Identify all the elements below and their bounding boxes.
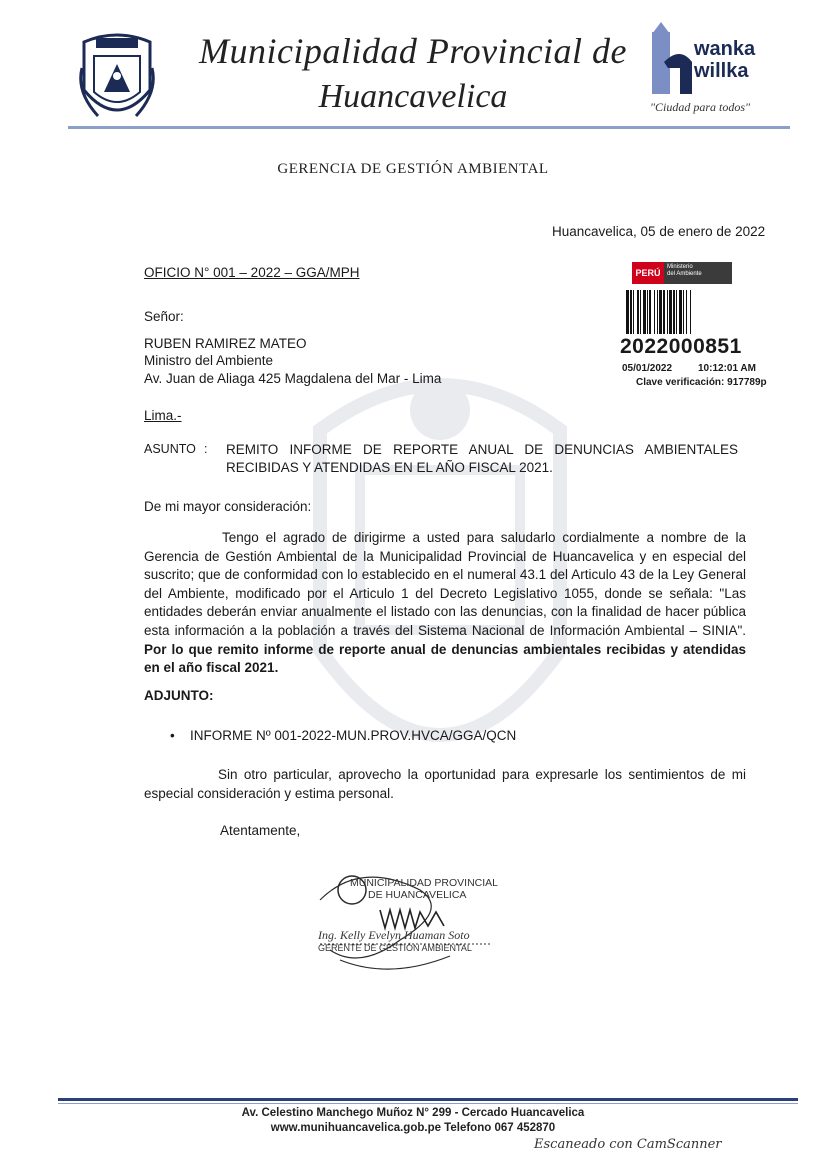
- header-rule: [68, 126, 790, 129]
- footer-address: Av. Celestino Manchego Muñoz N° 299 - Cercado Huancavelica: [241, 1107, 585, 1119]
- salutation: Señor:: [144, 309, 184, 324]
- barcode-bar: [643, 290, 646, 334]
- peru-label: PERÚ: [632, 262, 664, 284]
- seal-line-1: MUNICIPALIDAD PROVINCIAL: [350, 877, 498, 889]
- subject-text: REMITO INFORME DE REPORTE ANUAL DE DENUNCIAS AMBIENTALES RECIBIDAS Y ATENDIDAS EN EL AÑO FISCAL 2021.: [226, 442, 738, 475]
- attachment-item: INFORME Nº 001-2022-MUN.PROV.HVCA/GGA/QCN: [190, 728, 517, 743]
- recipient-address: Av. Juan de Aliaga 425 Magdalena del Mar - Lima: [144, 371, 442, 386]
- footer-rule-thin: [58, 1103, 798, 1104]
- ministry-label: Ministerio del Ambiente: [664, 262, 732, 284]
- barcode-bar: [667, 290, 668, 334]
- barcode-bar: [673, 290, 675, 334]
- letter-reference: OFICIO N° 001 – 2022 – GGA/MPH: [144, 265, 360, 280]
- letter-date: Huancavelica, 05 de enero de 2022: [552, 224, 766, 239]
- barcode-bar: [659, 290, 662, 334]
- barcode-bar: [633, 290, 634, 334]
- closing-paragraph: Sin otro particular, aprovecho la oportunidad para expresarle los sentimientos de mi especial consideración y estima personal.: [144, 767, 746, 801]
- recipient-city: Lima.-: [144, 408, 182, 423]
- barcode-bar: [647, 290, 648, 334]
- footer-rule: [58, 1098, 798, 1101]
- body-text: Tengo el agrado de dirigirme a usted para saludarlo cordialmente a nombre de la Gerencia de Gestión Ambiental de la Municipalidad Provincial de Huancavelica y en especial del suscrito; que de conformidad con lo establecido en el numeral 43.1 del Articulo 43 de la Ley General del Ambiente, modificado por el Articulo 1 del Decreto Legislativo 1055, donde se señala: "Las entidades deberán enviar anualmente el listado con las denuncias, con la finalidad de hacer pública esta información a la población a través del Sistema Nacional de Información Ambiental – SINIA".: [144, 530, 746, 638]
- bullet-icon: •: [170, 728, 175, 743]
- brand-willka: willka: [694, 60, 749, 82]
- barcode-bar: [683, 290, 684, 334]
- barcode-bar: [676, 290, 677, 334]
- office-heading: GERENCIA DE GESTIÓN AMBIENTAL: [277, 161, 549, 177]
- subject-colon: :: [204, 442, 208, 456]
- barcode-bar: [640, 290, 641, 334]
- barcode-bar: [663, 290, 665, 334]
- barcode-bar: [690, 290, 691, 334]
- barcode-bar: [654, 290, 655, 334]
- barcode-bar: [637, 290, 639, 334]
- recipient-title: Ministro del Ambiente: [144, 353, 274, 368]
- subject-label: ASUNTO: [144, 442, 196, 456]
- brand-slogan: "Ciudad para todos": [650, 100, 751, 114]
- stamp-time: 10:12:01 AM: [698, 363, 756, 374]
- barcode-bar: [669, 290, 672, 334]
- recipient-name: RUBEN RAMIREZ MATEO: [144, 336, 307, 351]
- seal-role: GERENTE DE GESTIÓN AMBIENTAL: [318, 943, 472, 953]
- barcode-bar: [649, 290, 651, 334]
- ministry-badge: [632, 262, 732, 284]
- seal-signer: Ing. Kelly Evelyn Huaman Soto: [318, 928, 470, 942]
- registry-number: 2022000851: [620, 335, 742, 358]
- barcode-bar: [626, 290, 629, 334]
- greeting: De mi mayor consideración:: [144, 499, 312, 514]
- barcode-bar: [686, 290, 687, 334]
- barcode-bar: [630, 290, 632, 334]
- brand-wanka: wanka: [694, 38, 756, 60]
- seal-line-2: DE HUANCAVELICA: [368, 889, 467, 901]
- footer-contact: www.munihuancavelica.gob.pe Telefono 067 452870: [270, 1122, 556, 1134]
- body-paragraph: [144, 529, 746, 678]
- verification-code: Clave verificación: 917789p: [636, 377, 767, 388]
- body-bold-text: Por lo que remito informe de reporte anual de denuncias ambientales recibidas y atendidas en el año fiscal 2021.: [144, 641, 746, 676]
- stamp-date: 05/01/2022: [622, 363, 673, 374]
- attachments-label: ADJUNTO:: [144, 688, 214, 703]
- municipality-title: Municipalidad Provincial de: [198, 31, 628, 71]
- scanner-watermark: Escaneado con CamScanner: [534, 1137, 722, 1152]
- municipality-city: Huancavelica: [318, 78, 508, 115]
- signoff: Atentamente,: [220, 823, 301, 838]
- barcode-bar: [679, 290, 682, 334]
- barcode: [626, 290, 748, 334]
- barcode-bar: [657, 290, 658, 334]
